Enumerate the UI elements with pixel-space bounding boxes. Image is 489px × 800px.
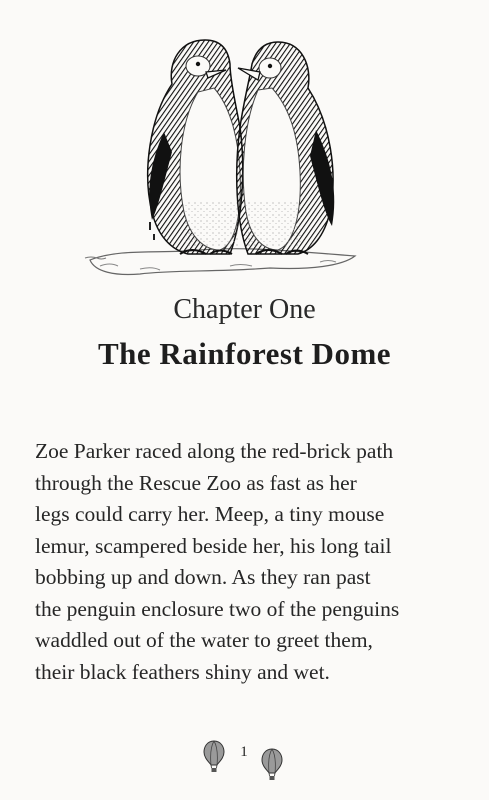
body-line: legs could carry her. Meep, a tiny mouse xyxy=(35,502,385,526)
body-line: the penguin enclosure two of the penguins xyxy=(35,596,400,621)
hot-air-balloon-icon xyxy=(261,748,283,782)
penguins-illustration xyxy=(80,22,380,284)
body-line: their black feathers shiny and wet. xyxy=(35,659,330,684)
body-line: through the Rescue Zoo as fast as her xyxy=(35,470,357,495)
chapter-number: Chapter One xyxy=(173,294,316,325)
body-line: Zoe Parker raced along the red-brick path xyxy=(35,439,394,463)
body-paragraph xyxy=(35,436,475,688)
page-footer xyxy=(0,736,489,780)
left-penguin xyxy=(148,40,243,254)
chapter-title: The Rainforest Dome xyxy=(97,336,392,371)
hot-air-balloon-icon xyxy=(203,740,225,774)
right-penguin xyxy=(237,42,335,254)
body-line: waddled out of the water to greet them, xyxy=(35,628,373,652)
body-line: lemur, scampered beside her, his long tail xyxy=(35,533,392,558)
body-line: bobbing up and down. As they ran past xyxy=(35,565,371,589)
page-number: 1 xyxy=(240,744,248,760)
